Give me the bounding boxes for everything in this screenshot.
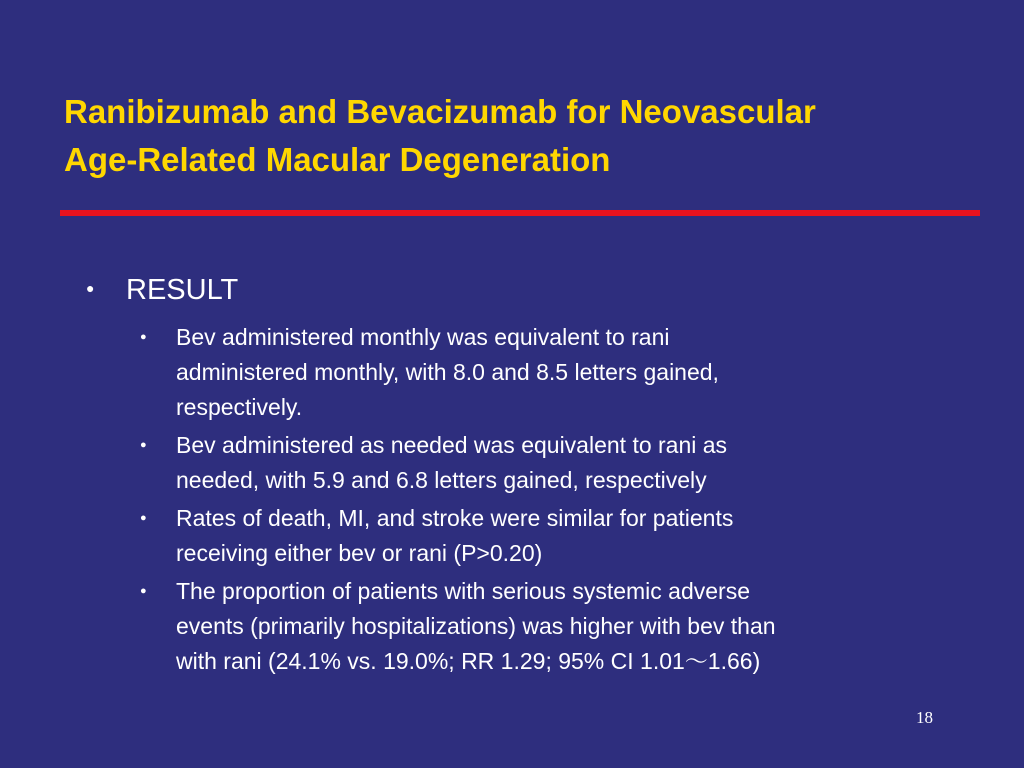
title-line-2: Age-Related Macular Degeneration [64,141,611,178]
title-divider [60,210,980,216]
result-list [86,320,966,679]
bullet-icon: ● [140,585,147,597]
section-heading: RESULT [126,274,239,306]
list-item-text: Bev administered as needed was equivalent to rani as needed, with 5.9 and 6.8 letters gained, respectively [176,432,728,493]
list-item [136,428,966,498]
list-item-text: Bev administered monthly was equivalent to rani administered monthly, with 8.0 and 8.5 letters gained, respectively. [176,324,719,420]
page-number: 18 [916,708,933,727]
section-heading-row [86,270,966,314]
list-item [136,574,966,679]
slide-body [86,270,966,682]
bullet-icon: ● [140,439,147,451]
list-item [136,320,966,425]
list-item-text: Rates of death, MI, and stroke were similar for patients receiving either bev or rani (P>0.20) [176,505,734,566]
bullet-icon: ● [140,331,147,343]
list-item [136,501,966,571]
bullet-icon: ● [140,512,147,524]
slide-title [64,88,994,184]
title-line-1: Ranibizumab and Bevacizumab for Neovascular [64,93,816,130]
bullet-icon: ● [86,280,95,296]
list-item-text: The proportion of patients with serious systemic adverse events (primarily hospitalizations) was higher with bev than with rani (24.1% vs. 19.0%; RR 1.29; 95% CI 1.01～1.66) [176,578,776,674]
